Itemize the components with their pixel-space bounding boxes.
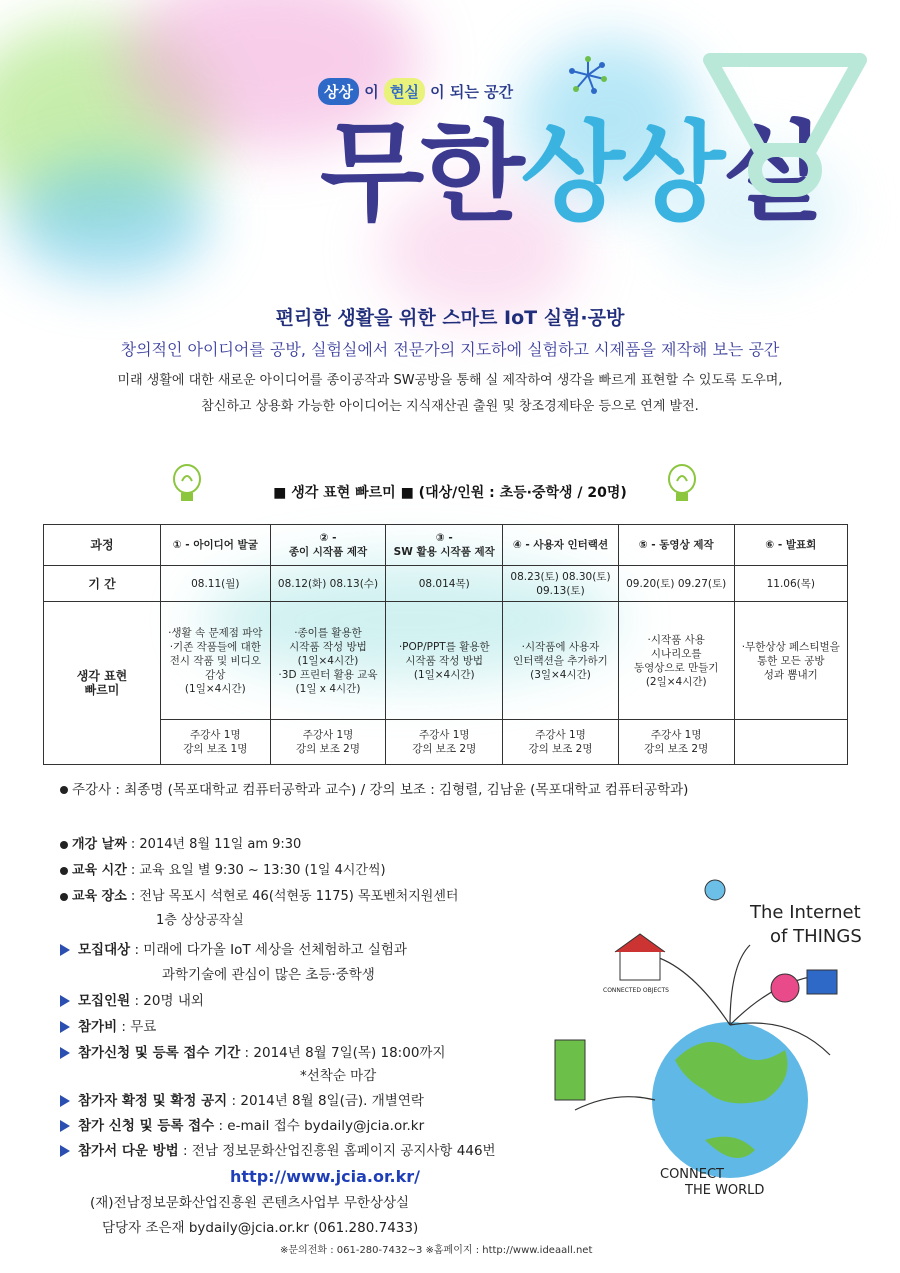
recruit-label: 참가자 확정 및 확정 공지: [78, 1093, 228, 1109]
tagline-text: 이 되는 공간: [430, 83, 514, 101]
shuttlecock-icon: [700, 40, 870, 210]
arrow-icon: [60, 1047, 70, 1059]
detail-label: 교육 장소: [72, 889, 127, 904]
arrow-icon: [60, 944, 70, 956]
recruit-value: : e-mail 접수 bydaily@jcia.or.kr: [214, 1118, 425, 1134]
arrow-icon: [60, 995, 70, 1007]
iot-caption: CONNECT: [660, 1167, 724, 1182]
iot-illustration: [535, 860, 885, 1198]
table-row: [44, 525, 848, 566]
course-cell: ⑤ - 동영상 제작: [618, 525, 734, 566]
logo-text: 상: [620, 111, 722, 236]
date-cell: 09.20(토) 09.27(토): [618, 566, 734, 602]
poster-header: [0, 0, 900, 300]
table-title: ■ 생각 표현 빠르미 ■ (대상/인원 : 초등·중학생 / 20명): [273, 485, 627, 501]
recruit-download: [60, 1141, 496, 1162]
logo-text: 무한: [320, 111, 521, 236]
detail-value: : 교육 요일 별 9:30 ~ 13:30 (1일 4시간씩): [126, 863, 386, 878]
intro-section: [60, 303, 840, 420]
sparkle-icon: [568, 55, 608, 95]
bullet-icon: [60, 893, 68, 901]
detail-value: : 2014년 8월 11일 am 9:30: [126, 837, 302, 852]
intro-desc-line: 미래 생활에 대한 새로운 아이디어를 종이공작과 SW공방을 통해 실 제작하여 생각을 빠르게 표현할 수 있도록 도우며,: [117, 373, 783, 388]
recruit-value: : 무료: [117, 1019, 157, 1035]
tagline-bubble: 상상: [318, 78, 359, 105]
lecturers-text: 주강사 : 최종명 (목포대학교 컴퓨터공학과 교수) / 강의 보조 : 김형렬, 김남윤 (목포대학교 컴퓨터공학과): [72, 782, 689, 798]
logo-text: 상: [520, 111, 621, 236]
arrow-icon: [60, 1021, 70, 1033]
arrow-icon: [60, 1095, 70, 1107]
intro-subline: 창의적인 아이디어를 공방, 실험실에서 전문가의 지도하에 실험하고 시제품을 제작해 보는 공간: [120, 340, 780, 359]
details-block: [60, 835, 458, 931]
recruit-submit: [60, 1116, 496, 1137]
iot-title: The Internet: [750, 902, 861, 923]
org-name: (재)전남정보문화산업진흥원 콘텐츠사업부 무한상상실: [90, 1195, 410, 1211]
course-cell: ⑥ - 발표회: [734, 525, 847, 566]
date-cell: 11.06(목): [734, 566, 847, 602]
bullet-icon: [60, 841, 68, 849]
date-cell: 08.23(토) 08.30(토) 09.13(토): [503, 566, 619, 602]
intro-desc: [60, 368, 840, 420]
intro-headline: 편리한 생활을 위한 스마트 IoT 실험·공방: [275, 307, 625, 329]
tagline: [318, 78, 513, 105]
content-cell: ·종이를 활용한 시작품 작성 방법 (1일×4시간) ·3D 프린터 활용 교육 (1일 x 4시간): [270, 602, 386, 720]
homepage-link[interactable]: http://www.jcia.or.kr/: [230, 1167, 421, 1186]
arrow-icon: [60, 1120, 70, 1132]
logo-text: 실: [721, 111, 822, 236]
recruit-fee: [60, 1017, 496, 1038]
staff-cell: 주강사 1명 강의 보조 2명: [618, 720, 734, 765]
detail-open: [60, 835, 458, 855]
content-cell: ·시작품에 사용자 인터랙션을 추가하기 (3일×4시간): [503, 602, 619, 720]
intro-desc-line: 참신하고 상용화 가능한 아이디어는 지식재산권 출원 및 창조경제타운 등으로 연계 발전.: [201, 399, 699, 414]
iot-title: of THINGS: [770, 926, 862, 947]
content-cell: ·무한상상 페스티벌을 통한 모든 공방 성과 뽐내기: [734, 602, 847, 720]
recruit-label: 모집대상: [78, 942, 131, 958]
lecturers-line: [60, 780, 688, 800]
recruit-label: 참가신청 및 등록 접수 기간: [78, 1045, 241, 1061]
table-row: [44, 720, 848, 765]
row-label: 기 간: [44, 566, 161, 602]
row-label: 생각 표현 빠르미: [44, 602, 161, 765]
course-cell: ② - 종이 시작품 제작: [270, 525, 386, 566]
course-cell: ④ - 사용자 인터랙션: [503, 525, 619, 566]
recruit-label: 참가서 다운 방법: [78, 1143, 179, 1159]
recruit-note: *선착순 마감: [300, 1068, 377, 1084]
course-cell: ① - 아이디어 발굴: [161, 525, 271, 566]
recruit-label: 모집인원: [78, 993, 131, 1009]
recruit-label: 참가 신청 및 등록 접수: [78, 1118, 215, 1134]
detail-label: 교육 시간: [72, 863, 127, 878]
date-cell: 08.12(화) 08.13(수): [270, 566, 386, 602]
date-cell: 08.014목): [386, 566, 503, 602]
recruit-label: 참가비: [78, 1019, 118, 1035]
detail-label: 개강 날짜: [72, 837, 127, 852]
content-cell: ·생활 속 문제점 파악 ·기존 작품들에 대한 전시 작품 및 비디오 감상 (1일×4시간): [161, 602, 271, 720]
staff-cell: 주강사 1명 강의 보조 2명: [386, 720, 503, 765]
detail-place: [60, 887, 458, 907]
recruit-block: [60, 940, 496, 1239]
contact-footer: ※문의전화 : 061-280-7432~3 ※홈페이지 : http://www.ideaall.net: [280, 1245, 593, 1256]
content-cell: ·POP/PPT를 활용한 시작품 작성 방법 (1일×4시간): [386, 602, 503, 720]
content-cell: ·시작품 사용 시나리오를 동영상으로 만들기 (2일×4시간): [618, 602, 734, 720]
staff-cell: [734, 720, 847, 765]
recruit-value: : 20명 내외: [130, 993, 204, 1009]
tagline-text: 이: [364, 83, 379, 101]
recruit-apply: [60, 1043, 496, 1064]
tagline-bubble: 현실: [384, 78, 425, 105]
iot-caption: THE WORLD: [685, 1183, 765, 1198]
course-cell: ③ - SW 활용 시작품 제작: [386, 525, 503, 566]
date-cell: 08.11(월): [161, 566, 271, 602]
manager-info: 담당자 조은재 bydaily@jcia.or.kr (061.280.7433): [102, 1220, 419, 1236]
staff-cell: 주강사 1명 강의 보조 2명: [503, 720, 619, 765]
staff-cell: 주강사 1명 강의 보조 2명: [270, 720, 386, 765]
arrow-icon: [60, 1145, 70, 1157]
detail-value: : 전남 목포시 석현로 46(석현동 1175) 목포벤처지원센터: [126, 889, 459, 904]
iot-caption: CONNECTED OBJECTS: [603, 987, 669, 994]
schedule-table: [43, 524, 848, 765]
recruit-confirm: [60, 1091, 496, 1112]
table-row: [44, 602, 848, 720]
table-row: [44, 566, 848, 602]
recruit-value: 과학기술에 관심이 많은 초등·중학생: [162, 967, 375, 983]
staff-cell: 주강사 1명 강의 보조 1명: [161, 720, 271, 765]
recruit-value: : 2014년 8월 8일(금). 개별연락: [227, 1093, 424, 1109]
recruit-count: [60, 991, 496, 1012]
detail-value: 1층 상상공작실: [156, 913, 244, 928]
bullet-icon: [60, 786, 68, 794]
row-label: 과정: [44, 525, 161, 566]
recruit-target: [60, 940, 496, 961]
recruit-value: : 전남 정보문화산업진흥원 홈페이지 공지사항 446번: [178, 1143, 496, 1159]
recruit-value: : 2014년 8월 7일(목) 18:00까지: [240, 1045, 446, 1061]
bullet-icon: [60, 867, 68, 875]
recruit-value: : 미래에 다가올 IoT 세상을 선체험하고 실험과: [130, 942, 407, 958]
detail-time: [60, 861, 458, 881]
